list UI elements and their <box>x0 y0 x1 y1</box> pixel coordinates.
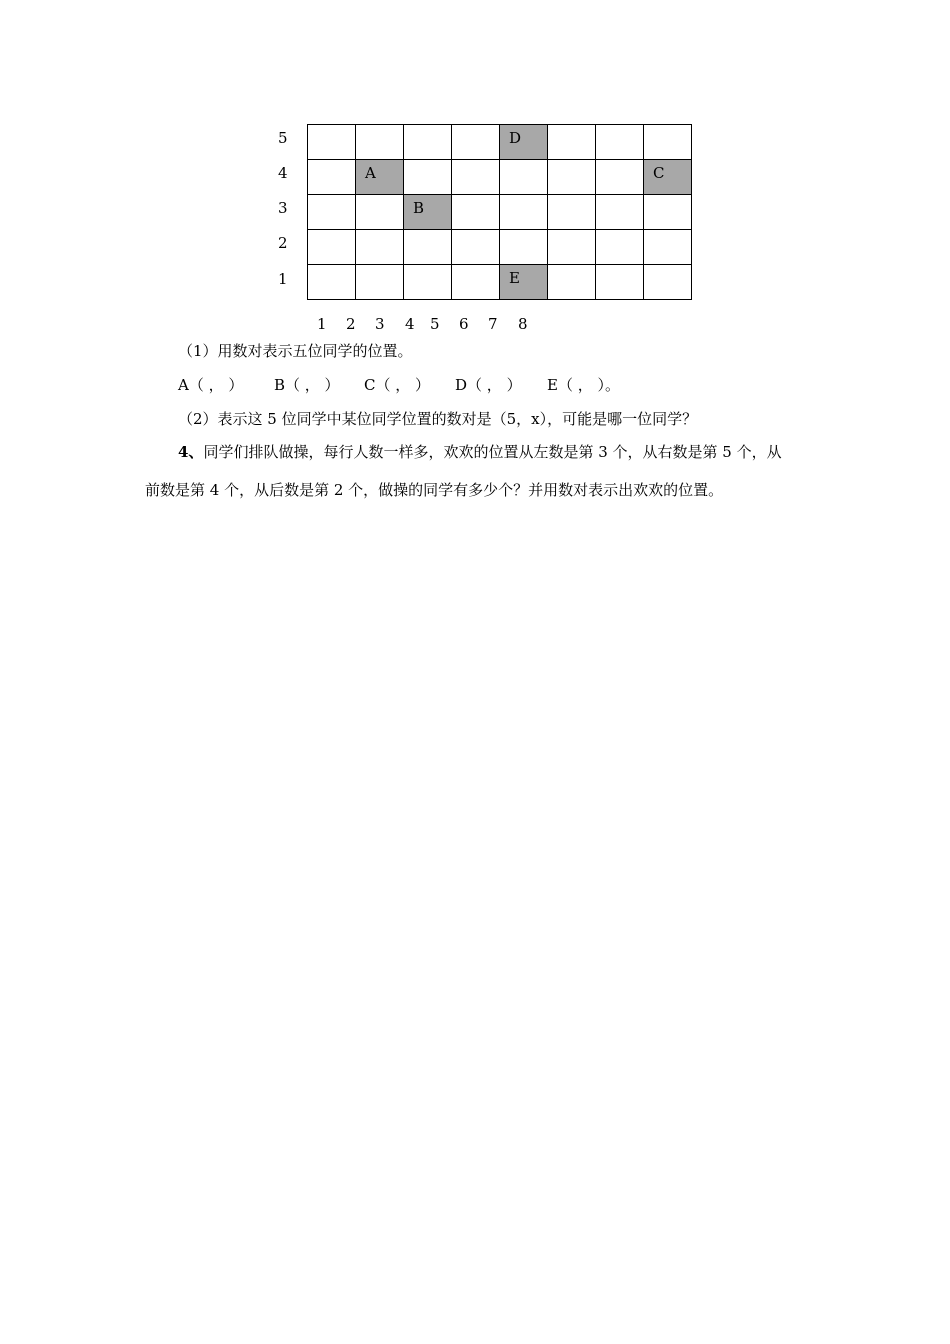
col-label-2: 2 <box>346 315 356 333</box>
grid-cell <box>644 230 692 265</box>
row-label-3: 3 <box>278 199 288 217</box>
grid-cell <box>404 265 452 300</box>
column-labels <box>0 315 950 335</box>
question-1: （1）用数对表示五位同学的位置。 <box>178 342 413 360</box>
row-label-5: 5 <box>278 129 288 147</box>
grid-cell <box>452 230 500 265</box>
grid-cell <box>356 230 404 265</box>
grid-cell <box>548 125 596 160</box>
blank-a: A（ ， ） <box>178 376 244 394</box>
col-label-8: 8 <box>518 315 528 333</box>
grid-cell <box>500 230 548 265</box>
grid-cell <box>308 125 356 160</box>
grid-cell <box>452 265 500 300</box>
row-label-2: 2 <box>278 234 288 252</box>
col-label-3: 3 <box>375 315 385 333</box>
grid-cell <box>452 125 500 160</box>
student-label-c: C <box>653 164 665 182</box>
grid-cell <box>644 265 692 300</box>
question-4-line-1 <box>178 441 782 462</box>
grid-cell <box>596 160 644 195</box>
grid-cell <box>596 230 644 265</box>
grid-cell <box>596 125 644 160</box>
grid-cell <box>404 160 452 195</box>
grid-cell <box>356 265 404 300</box>
grid-cell <box>548 265 596 300</box>
student-label-b: B <box>413 199 425 217</box>
grid-cell <box>500 195 548 230</box>
question-4-line-2: 前数是第 4 个，从后数是第 2 个，做操的同学有多少个？并用数对表示出欢欢的位置。 <box>145 481 724 499</box>
col-label-1: 1 <box>317 315 327 333</box>
grid-cell <box>644 195 692 230</box>
row-label-4: 4 <box>278 164 288 182</box>
grid-cell <box>596 265 644 300</box>
student-label-a: A <box>365 164 376 182</box>
grid-cell <box>404 125 452 160</box>
grid-cell <box>308 230 356 265</box>
grid-row-5 <box>308 125 692 160</box>
student-label-e: E <box>509 269 520 287</box>
grid-cell <box>356 125 404 160</box>
col-label-6: 6 <box>459 315 469 333</box>
col-label-5: 5 <box>430 315 440 333</box>
student-label-d: D <box>509 129 522 147</box>
grid-cell <box>644 125 692 160</box>
grid-row-3 <box>308 195 692 230</box>
question-4-number: 4、 <box>178 443 204 461</box>
grid-cell <box>548 230 596 265</box>
col-label-4: 4 <box>405 315 415 333</box>
grid-cell <box>548 160 596 195</box>
question-4-text-1: 同学们排队做操，每行人数一样多，欢欢的位置从左数是第 3 个，从右数是第 5 个，从 <box>203 443 782 461</box>
grid-cell <box>308 160 356 195</box>
blank-e: E（ ， ）。 <box>547 376 620 394</box>
grid-cell <box>308 265 356 300</box>
student-cell-d <box>500 125 548 160</box>
question-2: （2）表示这 5 位同学中某位同学位置的数对是（5，x），可能是哪一位同学？ <box>178 410 698 428</box>
grid-cell <box>548 195 596 230</box>
student-cell-c <box>644 160 692 195</box>
student-cell-a <box>356 160 404 195</box>
grid-cell <box>500 160 548 195</box>
grid-row-2 <box>308 230 692 265</box>
student-cell-e <box>500 265 548 300</box>
student-cell-b <box>404 195 452 230</box>
grid-row-1 <box>308 265 692 300</box>
grid-cell <box>452 160 500 195</box>
grid-cell <box>404 230 452 265</box>
seat-grid <box>307 124 692 300</box>
grid-row-4 <box>308 160 692 195</box>
row-label-1: 1 <box>278 270 288 288</box>
grid-cell <box>452 195 500 230</box>
grid-cell <box>596 195 644 230</box>
grid-cell <box>356 195 404 230</box>
blank-d: D（ ， ） <box>455 376 522 394</box>
col-label-7: 7 <box>488 315 498 333</box>
blank-b: B（ ， ） <box>274 376 340 394</box>
grid-cell <box>308 195 356 230</box>
blank-c: C（ ， ） <box>364 376 431 394</box>
